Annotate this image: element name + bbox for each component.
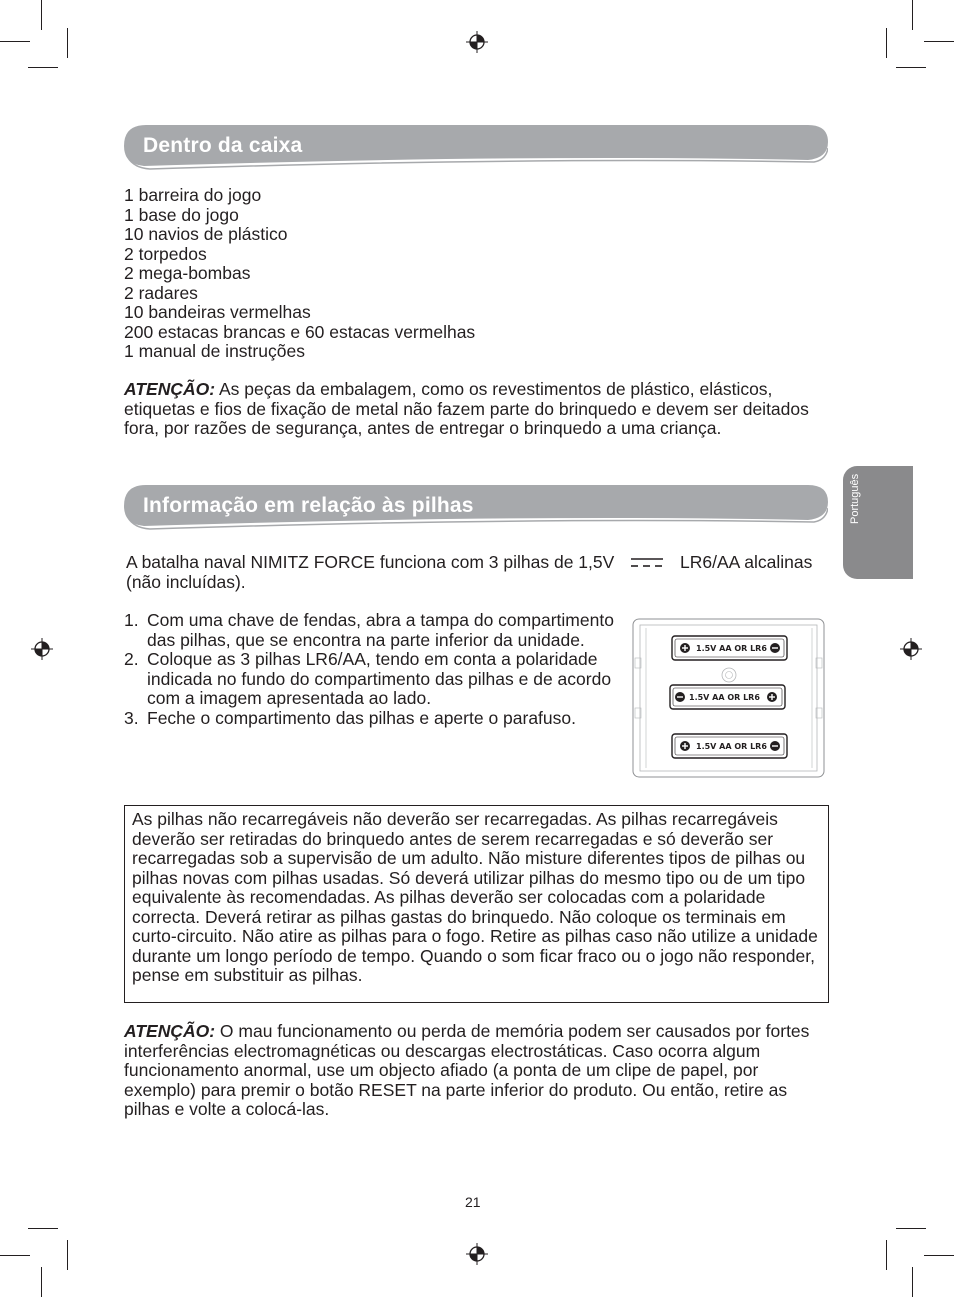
crop-mark (0, 41, 30, 42)
battery-icon (670, 685, 785, 709)
warning-label: ATENÇÃO: (124, 379, 216, 399)
list-item: 200 estacas brancas e 60 estacas vermelhas (124, 321, 476, 342)
page-number: 21 (465, 1194, 481, 1210)
crop-mark (41, 0, 42, 30)
list-item: 10 bandeiras vermelhas (124, 302, 311, 322)
language-label: Português (849, 473, 861, 524)
battery-intro (126, 553, 826, 592)
contents-list (124, 186, 475, 362)
crop-mark (912, 0, 913, 30)
list-item: 2 torpedos (124, 243, 207, 264)
step-text: Coloque as 3 pilhas LR6/AA, tendo em conta a polaridade indicada no fundo do compartimento das pilhas e de acordo com a imagem apresentada ao lado. (147, 649, 612, 708)
step-text: Feche o compartimento das pilhas e aperte o parafuso. (147, 707, 576, 728)
list-item: 10 navios de plástico (124, 224, 288, 244)
section-header-batteries (124, 484, 828, 526)
crop-mark (896, 1228, 926, 1229)
list-item: 1 manual de instruções (124, 341, 305, 361)
crop-mark (28, 67, 58, 68)
section-header-contents (124, 124, 828, 166)
list-item: 2 mega-bombas (124, 263, 251, 283)
esd-warning (124, 1022, 834, 1120)
intro-text-part2: LR6/AA alcalinas (não incluídas). (126, 552, 813, 592)
list-item: 1 barreira do jogo (124, 185, 262, 205)
crop-mark (67, 28, 68, 58)
crop-mark (41, 1267, 42, 1297)
step-item (124, 650, 634, 709)
step-number: 1. (124, 610, 139, 630)
warning-label: ATENÇÃO: (124, 1021, 216, 1041)
installation-steps (124, 611, 634, 728)
svg-text:1.5V AA OR LR6: 1.5V AA OR LR6 (696, 644, 767, 653)
list-item: 2 radares (124, 282, 198, 303)
registration-mark-icon (466, 31, 488, 53)
language-tab (843, 466, 913, 579)
section-title: Dentro da caixa (143, 134, 303, 157)
registration-mark-icon (900, 638, 922, 660)
crop-mark (924, 1255, 954, 1256)
step-number: 3. (124, 707, 139, 728)
battery-icon (672, 734, 787, 758)
svg-text:1.5V AA OR LR6: 1.5V AA OR LR6 (696, 742, 767, 751)
step-item (124, 709, 634, 729)
step-number: 2. (124, 649, 139, 669)
crop-mark (912, 1267, 913, 1297)
crop-mark (886, 1240, 887, 1270)
registration-mark-icon (31, 638, 53, 660)
warning-text: O mau funcionamento ou perda de memória podem ser causados por fortes interferências electromagnéticas ou descargas electrostáticas. Caso ocorra algum funcionamento anormal, use um objecto afiado (a ponta de um clipe de papel, por exemplo) para premir o botão RESET na parte inferior do produto. Ou então, retire as pilhas e volte a colocá-las. (124, 1021, 810, 1119)
step-text: Com uma chave de fendas, abra a tampa do compartimento das pilhas, que se encontra na parte inferior da unidade. (147, 610, 614, 650)
registration-mark-icon (466, 1243, 488, 1265)
list-item: 1 base do jogo (124, 204, 239, 225)
section-title: Informação em relação às pilhas (143, 494, 474, 517)
warning-text: As peças da embalagem, como os revestimentos de plástico, elásticos, etiquetas e fios de fixação de metal não fazem parte do brinquedo e devem ser deitados fora, por razões de segurança, antes de entregar o brinquedo a uma criança. (124, 379, 809, 438)
battery-safety-box: As pilhas não recarregáveis não deverão ser recarregadas. As pilhas recarregáveis deverão ser retiradas do brinquedo antes de serem recarregadas e só deverão ser recarregadas sob a supervisão de um adulto. Não misture diferentes tipos de pilhas ou pilhas novas com pilhas usadas. Só deverá utilizar pilhas do mesmo tipo ou de um tipo equivalente às recomendadas. As pilhas deverão ser colocadas com a polaridade correcta. Deverá retirar as pilhas gastas do brinquedo. Não coloque os terminais em curto-circuito. Não atire as pilhas para o fogo. Retire as pilhas caso não utilize a unidade durante um longo período de tempo. Quando o som ficar fraco ou o jogo não responder, pense em substituir as pilhas. (124, 805, 829, 1003)
step-item (124, 611, 634, 650)
dc-symbol-icon (625, 556, 669, 570)
intro-text-part1: A batalha naval NIMITZ FORCE funciona com 3 pilhas de 1,5V (126, 552, 615, 572)
crop-mark (924, 41, 954, 42)
crop-mark (0, 1255, 30, 1256)
crop-mark (896, 67, 926, 68)
battery-compartment-figure (632, 618, 826, 780)
crop-mark (886, 28, 887, 58)
crop-mark (28, 1228, 58, 1229)
crop-mark (67, 1240, 68, 1270)
packaging-warning (124, 380, 834, 439)
svg-text:1.5V AA OR LR6: 1.5V AA OR LR6 (689, 693, 760, 702)
battery-icon (672, 636, 787, 660)
